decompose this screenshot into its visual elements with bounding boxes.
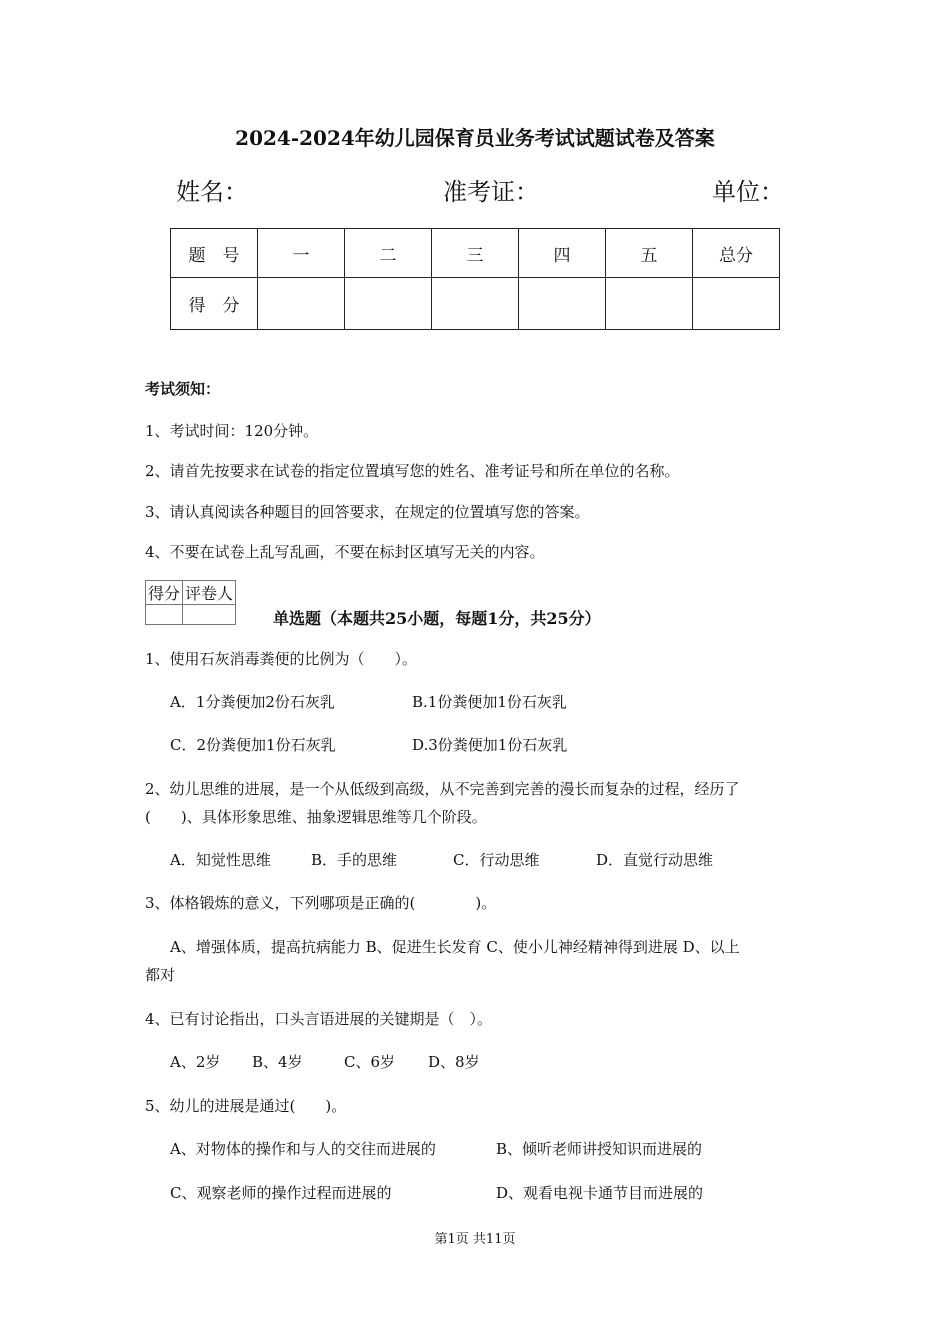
score-cell-4: [519, 278, 606, 330]
option-c: C、6岁: [344, 1053, 396, 1071]
notice-item: 3、请认真阅读各种题目的回答要求，在规定的位置填写您的答案。: [145, 503, 590, 521]
score-cell-total: [693, 278, 780, 330]
header-section-3: 三: [432, 229, 519, 278]
option-a: A、2岁: [170, 1053, 221, 1071]
option-d: D、观看电视卡通节目而进展的: [496, 1184, 704, 1202]
score-cell-1: [258, 278, 345, 330]
option-d: D．直觉行动思维: [596, 851, 714, 869]
notice-item: 2、请首先按要求在试卷的指定位置填写您的姓名、准考证号和所在单位的名称。: [145, 462, 680, 480]
option-a: A．知觉性思维: [170, 851, 271, 869]
page-footer: 第1页 共11页: [434, 1232, 516, 1247]
option-a: A．1分粪便加2份石灰乳: [170, 693, 335, 711]
score-table-score-row: [171, 278, 780, 330]
option-a: A、对物体的操作和与人的交往而进展的: [170, 1140, 436, 1158]
exam-number-label: 准考证：: [443, 178, 539, 206]
option-d: D、8岁: [428, 1053, 480, 1071]
header-section-2: 二: [345, 229, 432, 278]
grader-score-label: 得分: [146, 581, 183, 605]
score-table-header-row: [171, 229, 780, 278]
score-row-label: 得 分: [171, 278, 258, 330]
header-section-4: 四: [519, 229, 606, 278]
notice-item: 1、考试时间：120分钟。: [145, 422, 319, 440]
header-total: 总分: [693, 229, 780, 278]
notice-item: 4、不要在试卷上乱写乱画，不要在标封区填写无关的内容。: [145, 543, 545, 561]
option-c: C．2份粪便加1份石灰乳: [170, 736, 336, 754]
question-stem-continued: ( )、具体形象思维、抽象逻辑思维等几个阶段。: [145, 808, 487, 826]
page-title: 2024-2024年幼儿园保育员业务考试试题试卷及答案: [235, 126, 715, 150]
unit-label: 单位：: [712, 178, 784, 206]
grader-box: [145, 580, 236, 625]
header-section-5: 五: [606, 229, 693, 278]
header-section-1: 一: [258, 229, 345, 278]
option-b: B、4岁: [252, 1053, 303, 1071]
question-stem: 2、幼儿思维的进展，是一个从低级到高级，从不完善到完善的漫长而复杂的过程，经历了: [145, 780, 740, 798]
option-c: C、观察老师的操作过程而进展的: [170, 1184, 392, 1202]
question-stem: 5、幼儿的进展是通过( )。: [145, 1097, 347, 1115]
grader-name-label: 评卷人: [183, 581, 236, 605]
score-table: [170, 228, 780, 330]
name-label: 姓名：: [176, 178, 248, 206]
option-d: D.3份粪便加1份石灰乳: [412, 736, 568, 754]
grader-score-cell: [146, 605, 183, 625]
option-line: A、增强体质，提高抗病能力 B、促进生长发育 C、使小儿神经精神得到进展 D、以上: [170, 938, 740, 956]
option-b: B．手的思维: [311, 851, 398, 869]
section-title: 单选题（本题共25小题，每题1分，共25分）: [273, 609, 601, 628]
option-line-continued: 都对: [145, 966, 176, 984]
notice-heading: 考试须知：: [145, 380, 221, 398]
score-cell-5: [606, 278, 693, 330]
score-cell-3: [432, 278, 519, 330]
question-stem: 1、使用石灰消毒粪便的比例为（ ）。: [145, 650, 418, 668]
option-c: C．行动思维: [453, 851, 540, 869]
option-b: B、倾听老师讲授知识而进展的: [496, 1140, 703, 1158]
option-b: B.1份粪便加1份石灰乳: [412, 693, 567, 711]
grader-name-cell: [183, 605, 236, 625]
header-question-no: 题 号: [171, 229, 258, 278]
question-stem: 3、体格锻炼的意义，下列哪项是正确的( )。: [145, 894, 497, 912]
question-stem: 4、已有讨论指出，口头言语进展的关键期是（ ）。: [145, 1010, 493, 1028]
score-cell-2: [345, 278, 432, 330]
